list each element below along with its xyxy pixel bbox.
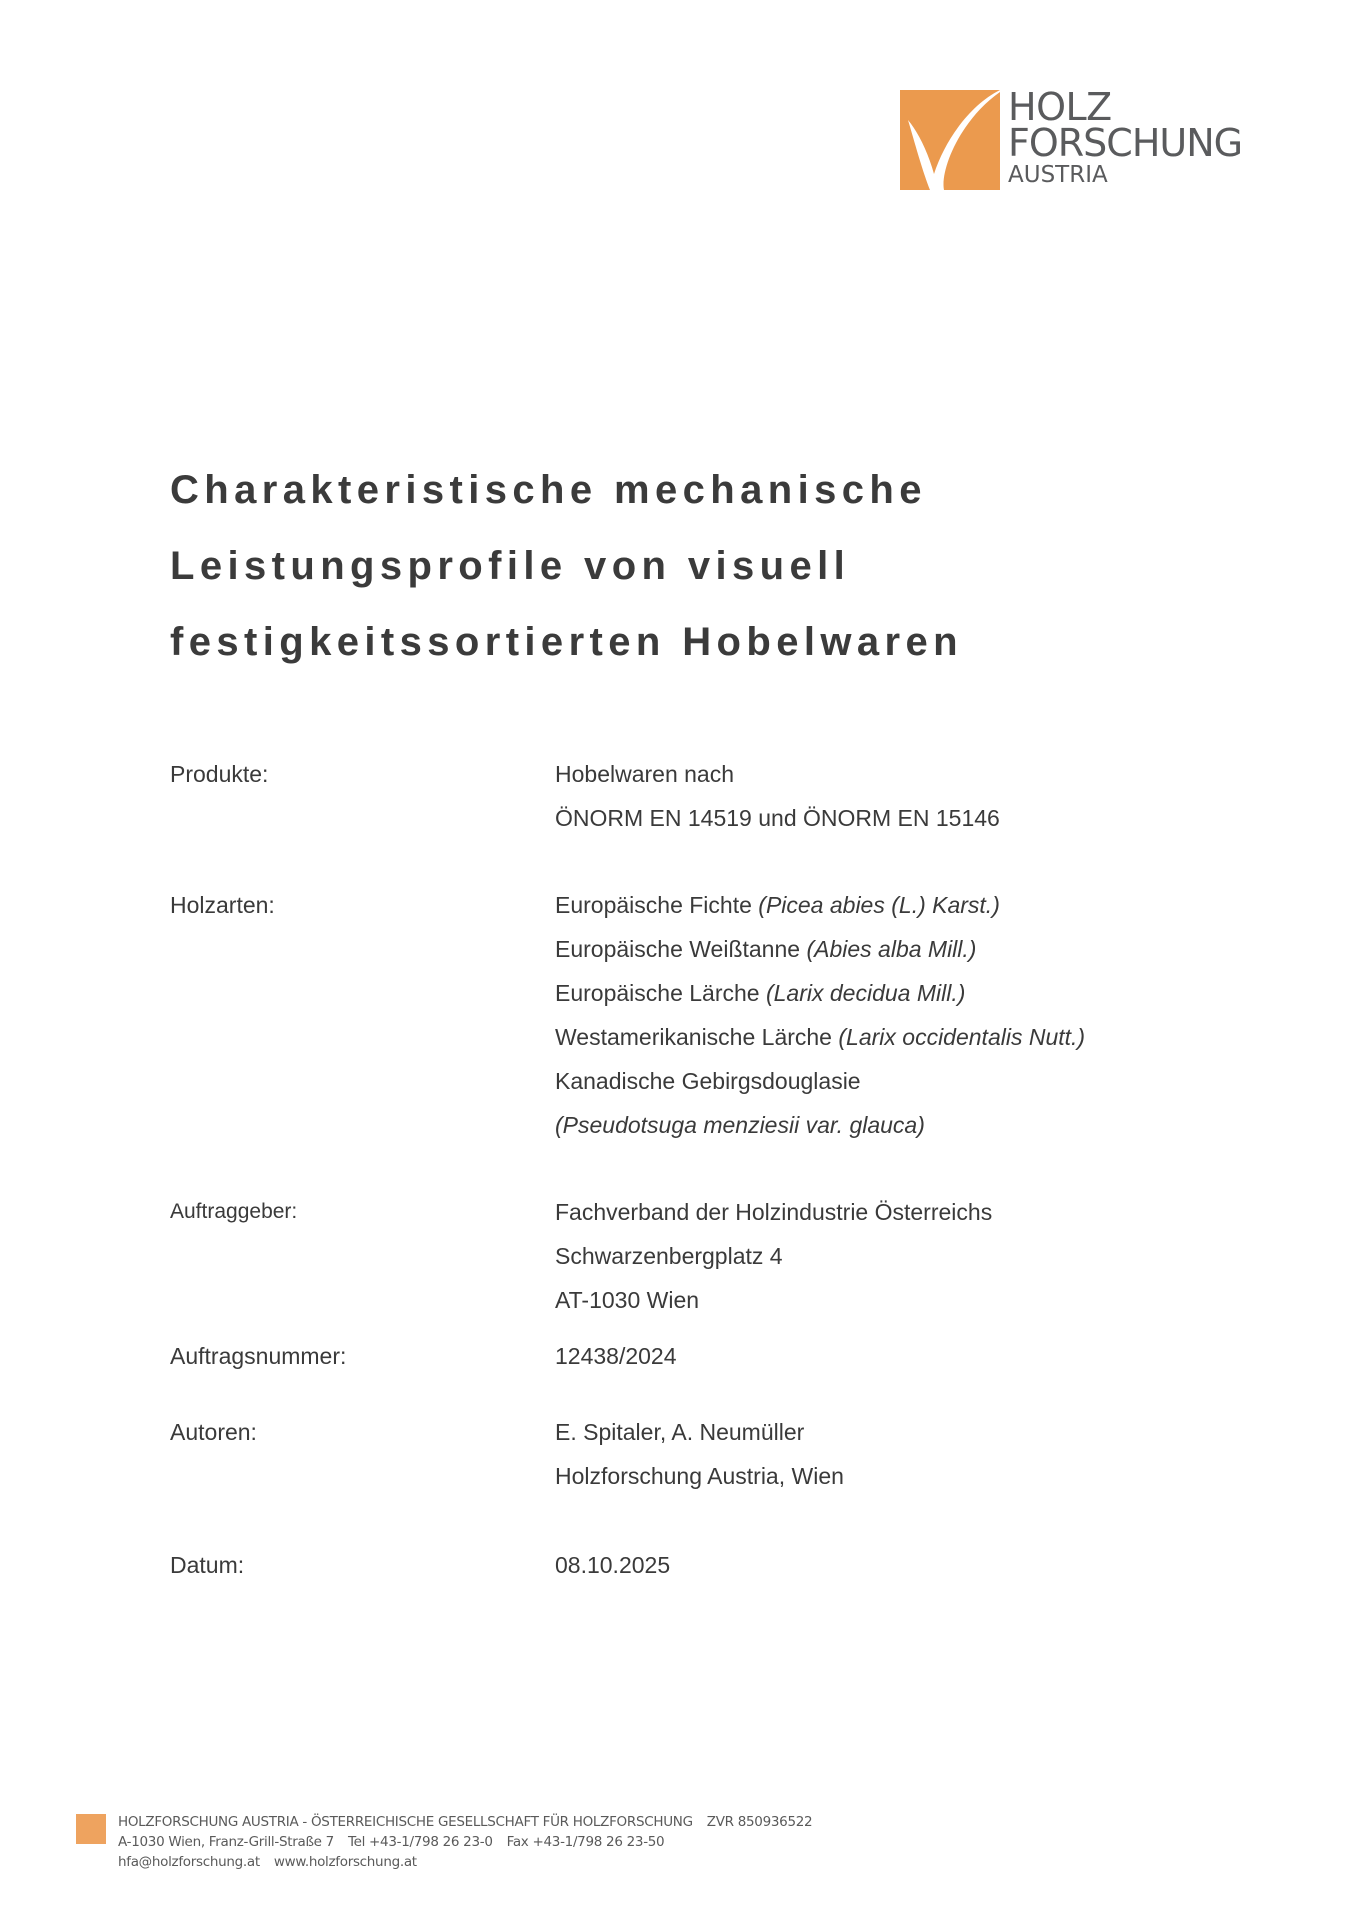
meta-row-produkte bbox=[170, 752, 1270, 840]
datum-label: Datum: bbox=[170, 1552, 245, 1578]
species-item: Europäische Weißtanne (Abies alba Mill.) bbox=[555, 936, 977, 962]
produkte-line: Hobelwaren nach bbox=[555, 761, 735, 787]
title-line: Charakteristische mechanische bbox=[170, 468, 927, 512]
produkte-value bbox=[555, 752, 1000, 840]
logo-wordmark bbox=[1008, 85, 1243, 188]
produkte-label: Produkte: bbox=[170, 761, 269, 787]
auftraggeber-line: Fachverband der Holzindustrie Österreichs bbox=[555, 1199, 993, 1225]
footer-line-web bbox=[118, 1852, 812, 1872]
document-title bbox=[170, 452, 963, 680]
produkte-line: ÖNORM EN 14519 und ÖNORM EN 15146 bbox=[555, 805, 1000, 831]
meta-row-auftragsnummer bbox=[170, 1334, 1270, 1378]
auftragsnummer-value: 12438/2024 bbox=[555, 1343, 677, 1369]
autoren-line: Holzforschung Austria, Wien bbox=[555, 1463, 844, 1489]
species-item: (Pseudotsuga menziesii var. glauca) bbox=[555, 1112, 925, 1138]
meta-row-holzarten bbox=[170, 883, 1270, 1147]
footer-brand-square-icon bbox=[76, 1814, 106, 1844]
footer-zvr: ZVR 850936522 bbox=[706, 1814, 813, 1830]
footer-line-contact: A-1030 Wien, Franz-Grill-Straße 7 Tel +43-1/798 26 23-0 Fax +43-1/798 26 23-50 bbox=[118, 1834, 665, 1850]
meta-row-auftraggeber bbox=[170, 1190, 1270, 1322]
auftraggeber-label: Auftraggeber: bbox=[170, 1200, 298, 1223]
holzarten-list bbox=[555, 883, 1085, 1147]
autoren-value bbox=[555, 1410, 844, 1498]
holzforschung-logo bbox=[900, 85, 1260, 190]
datum-value: 08.10.2025 bbox=[555, 1552, 671, 1578]
footer-website-link[interactable]: www.holzforschung.at bbox=[273, 1854, 417, 1870]
title-line: Leistungsprofile von visuell bbox=[170, 544, 851, 588]
species-item: Kanadische Gebirgsdouglasie bbox=[555, 1068, 861, 1094]
species-item: Europäische Lärche (Larix decidua Mill.) bbox=[555, 980, 966, 1006]
report-metadata bbox=[170, 752, 1270, 1587]
title-line: festigkeitssortierten Hobelwaren bbox=[170, 620, 963, 664]
footer-line-organisation: HOLZFORSCHUNG AUSTRIA - ÖSTERREICHISCHE GESELLSCHAFT FÜR HOLZFORSCHUNG ZVR 850936522 bbox=[118, 1814, 813, 1830]
auftraggeber-value bbox=[555, 1190, 992, 1322]
meta-row-autoren bbox=[170, 1410, 1270, 1498]
auftraggeber-line: Schwarzenbergplatz 4 bbox=[555, 1243, 783, 1269]
auftragsnummer-label: Auftragsnummer: bbox=[170, 1343, 347, 1369]
logo-checkmark-icon bbox=[900, 90, 1000, 190]
meta-row-datum bbox=[170, 1543, 1270, 1587]
logo-line-forschung: FORSCHUNG bbox=[1008, 121, 1243, 165]
logo-line-austria: AUSTRIA bbox=[1008, 162, 1108, 188]
autoren-line: E. Spitaler, A. Neumüller bbox=[555, 1419, 805, 1445]
footer-text bbox=[118, 1812, 812, 1872]
species-item: Westamerikanische Lärche (Larix occidentalis Nutt.) bbox=[555, 1024, 1086, 1050]
logo-line-holz: HOLZ bbox=[1008, 85, 1112, 129]
holzarten-label: Holzarten: bbox=[170, 892, 275, 918]
species-item: Europäische Fichte (Picea abies (L.) Karst.) bbox=[555, 892, 1000, 918]
footer-email-link[interactable]: hfa@holzforschung.at bbox=[118, 1854, 260, 1870]
auftraggeber-line: AT-1030 Wien bbox=[555, 1287, 700, 1313]
autoren-label: Autoren: bbox=[170, 1419, 257, 1445]
